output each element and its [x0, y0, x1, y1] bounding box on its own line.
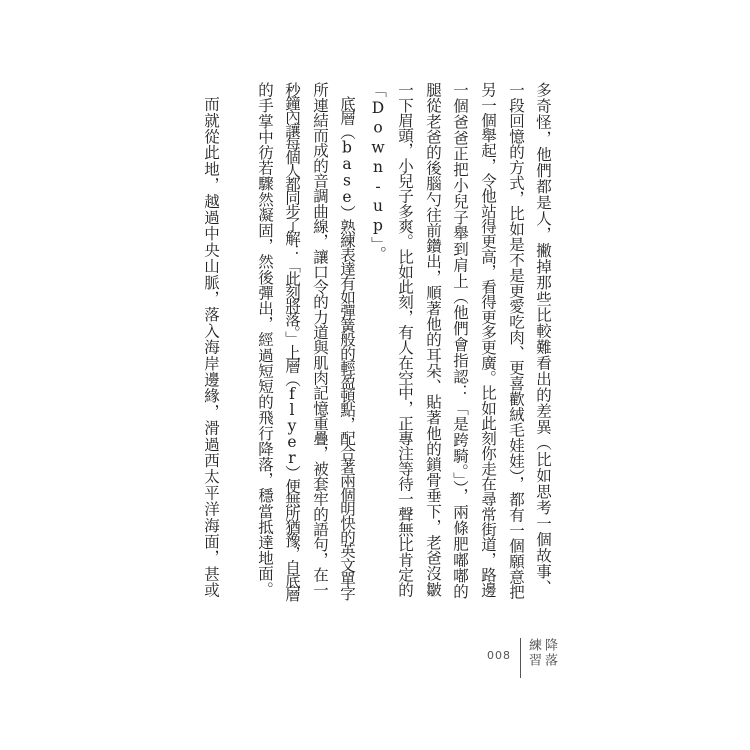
text-line: 秒鐘內讓每個人都同步了解：「此刻將落。」上層（flyer）便無所猶豫，自底層	[283, 82, 301, 600]
page-number: 008	[487, 649, 511, 662]
text-line: 一段回憶的方式，比如是不是更愛吃肉、更喜歡絨毛娃娃），都有一個願意把	[507, 82, 525, 600]
text-line: 一下眉頭，小兒子多爽。比如此刻，有人在空中，正專注等待一聲無比肯定的	[396, 82, 414, 598]
text-line: 的手掌中彷若驟然凝固，然後彈出，經過短短的飛行降落，穩當抵達地面。	[256, 82, 274, 597]
text-line: 所連結而成的音調曲線，讓口令的力道與肌肉記憶重疊，被套牢的語句，在一	[311, 82, 329, 598]
footer-divider	[520, 638, 521, 678]
text-line: 腿從老爸的後腦勺往前鑽出，順著他的耳朵、貼著他的鎖骨垂下，老爸沒皺	[424, 82, 442, 597]
book-title-line: 降落	[542, 638, 557, 668]
text-line: 多奇怪，他們都是人，撇掉那些比較難看出的差異（比如思考一個故事、	[534, 82, 552, 596]
text-line: 另一個舉起，令他站得更高，看得更多更廣。比如此刻你走在尋常街道，路邊	[479, 82, 497, 598]
text-line: 底層（base）熟練表達有如彈簧般的輕盈頓點，配合著兩個明快的英文單字	[338, 96, 356, 600]
text-line: 一個爸爸正把小兒子舉到肩上（他們會指認：「是跨騎。」），兩條肥嘟嘟的	[451, 82, 469, 600]
text-line: 「Down-up」。	[369, 82, 387, 263]
book-title-line: 練習	[526, 638, 541, 668]
text-line: 而就從此地，越過中央山脈，落入海岸邊緣，滑過西太平洋海面，甚或	[202, 96, 220, 599]
